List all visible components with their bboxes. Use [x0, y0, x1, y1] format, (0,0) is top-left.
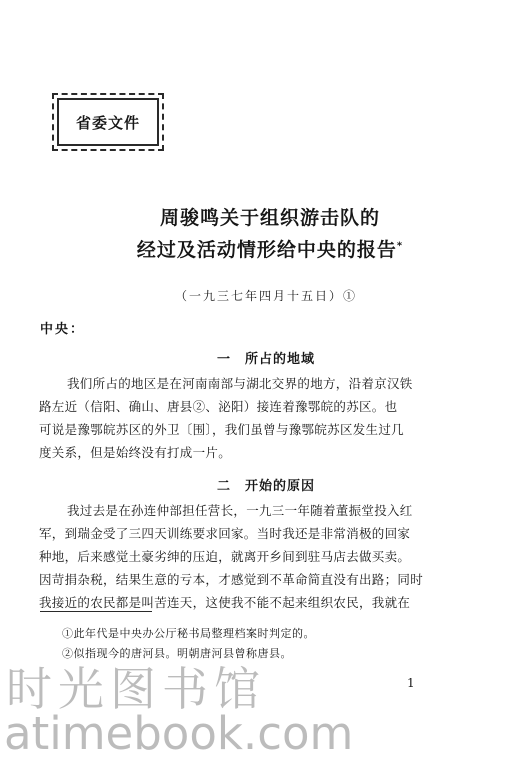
paragraph-line: 军，到瑞金受了三四天训练要求回家。当时我还是非常消极的回家 — [39, 526, 411, 541]
title-line-2 — [80, 235, 460, 262]
paragraph-line: 度关系，但是始终没有打成一片。 — [39, 445, 232, 460]
footnote-1: ①此年代是中央办公厅秘书局整理档案时判定的。 — [62, 627, 315, 640]
paragraph-line: 我过去是在孙连仲部担任营长，一九三一年随着董振堂投入红 — [67, 503, 413, 518]
footnote-divider — [40, 611, 152, 612]
watermark-url: atimebook.com — [4, 707, 354, 760]
paragraph-line: 可说是豫鄂皖苏区的外卫〔围〕，我们虽曾与豫鄂皖苏区发生过几 — [39, 422, 404, 437]
paragraph-line: 我接近的农民都是叫苦连天，这使我不能不起来组织农民，我就在 — [39, 595, 411, 610]
paragraph-line: 路左近（信阳、确山、唐县②、泌阳）接连着豫鄂皖的苏区。也 — [39, 399, 398, 414]
title-footnote-marker: * — [396, 240, 404, 252]
watermark-chinese: 时光图书馆 — [6, 662, 266, 716]
title-line-1: 周骏鸣关于组织游击队的 — [159, 207, 380, 229]
salutation: 中央： — [40, 322, 86, 337]
title-line-2-text: 经过及活动情形给中央的报告 — [136, 239, 397, 261]
section-heading-1: 一 所占的地域 — [216, 352, 315, 367]
page-number: 1 — [407, 676, 415, 690]
paragraph-line: 因苛捐杂税，结果生意的亏本，才感觉到不革命简直没有出路；同时 — [39, 572, 424, 587]
section-1-body — [39, 372, 499, 464]
section-heading-2: 二 开始的原因 — [216, 479, 315, 494]
paragraph-line: 种地，后来感觉土豪劣绅的压迫，就离开乡间到驻马店去做买卖。 — [39, 549, 411, 564]
document-type-box — [52, 93, 164, 151]
paragraph-line: 我们所占的地区是在河南南部与湖北交界的地方，沿着京汉铁 — [67, 376, 413, 391]
document-type-label: 省委文件 — [57, 98, 159, 146]
report-date: （一九三七年四月十五日）① — [174, 289, 357, 303]
section-2-body — [39, 499, 499, 614]
footnote-2: ②似指现今的唐河县。明朝唐河县曾称唐县。 — [62, 647, 292, 660]
